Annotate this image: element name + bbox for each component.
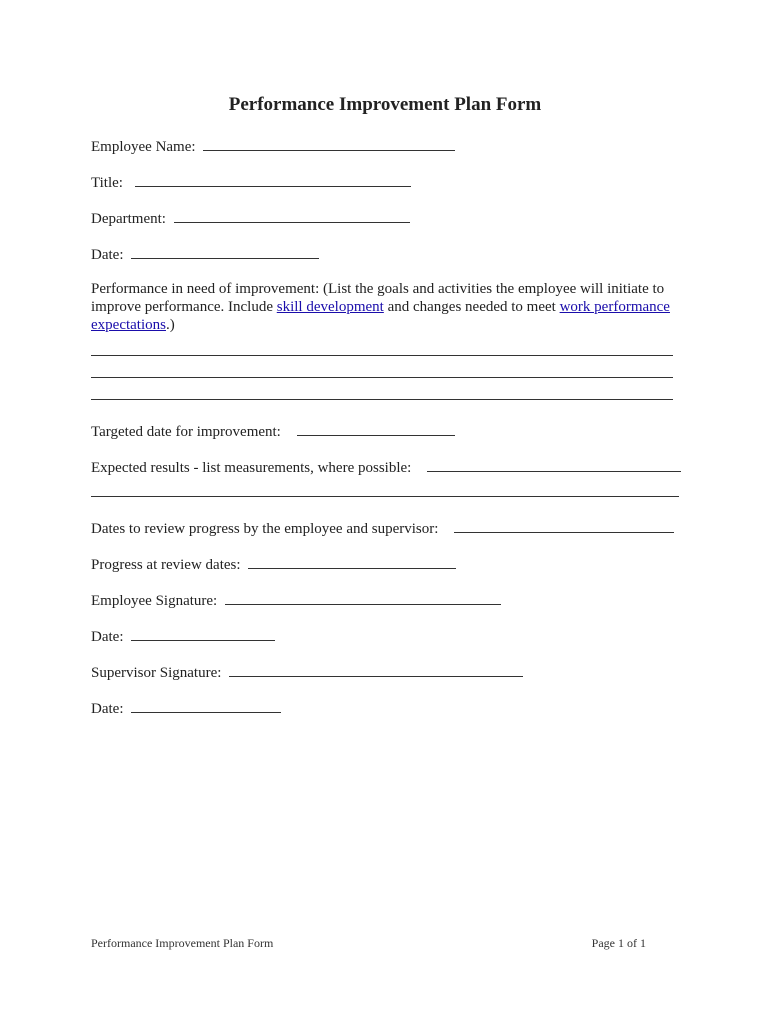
targeted-date-row	[91, 421, 455, 441]
performance-text-2: and changes needed to meet	[383, 299, 560, 315]
work-performance-expectations-link[interactable]: work performance expectations	[91, 299, 670, 333]
improvement-line-1[interactable]	[91, 355, 673, 356]
footer-page-number: Page 1 of 1	[591, 936, 646, 950]
expected-results-field[interactable]	[427, 457, 681, 472]
improvement-line-3[interactable]	[91, 399, 673, 400]
employee-name-label: Employee Name:	[91, 139, 196, 155]
department-row	[91, 208, 410, 228]
review-dates-field[interactable]	[454, 518, 674, 533]
date-row	[91, 244, 319, 264]
performance-paragraph	[91, 280, 691, 334]
employee-signature-row	[91, 590, 501, 610]
progress-field[interactable]	[248, 554, 456, 569]
performance-text-3: .)	[165, 317, 175, 333]
supervisor-signature-row	[91, 662, 523, 682]
employee-name-row	[91, 136, 455, 156]
department-label: Department:	[91, 211, 166, 227]
supervisor-signature-field[interactable]	[229, 662, 523, 677]
progress-label: Progress at review dates:	[91, 557, 241, 573]
date-row-3	[91, 698, 281, 718]
performance-text-1: Performance in need of improvement: (List the goals and activities the employee will initiate to improve performance. Include	[91, 281, 665, 315]
progress-row	[91, 554, 456, 574]
date-row-2	[91, 626, 275, 646]
employee-name-field[interactable]	[203, 136, 455, 151]
review-dates-label: Dates to review progress by the employee and supervisor:	[91, 521, 439, 537]
employee-signature-field[interactable]	[225, 590, 501, 605]
review-dates-row	[91, 518, 674, 538]
title-field[interactable]	[135, 172, 411, 187]
expected-results-label: Expected results - list measurements, where possible:	[91, 460, 412, 476]
date-field-3[interactable]	[131, 698, 281, 713]
department-field[interactable]	[174, 208, 410, 223]
title-label: Title:	[91, 175, 123, 191]
targeted-date-label: Targeted date for improvement:	[91, 424, 281, 440]
expected-results-row	[91, 457, 681, 477]
expected-results-line-2[interactable]	[91, 496, 679, 497]
date-label: Date:	[91, 247, 124, 263]
improvement-line-2[interactable]	[91, 377, 673, 378]
employee-signature-label: Employee Signature:	[91, 593, 218, 609]
date-label-3: Date:	[91, 701, 124, 717]
footer-document-title: Performance Improvement Plan Form	[91, 936, 274, 950]
page-title: Performance Improvement Plan Form	[228, 94, 542, 115]
title-row	[91, 172, 411, 192]
targeted-date-field[interactable]	[297, 421, 455, 436]
date-field-2[interactable]	[131, 626, 275, 641]
date-field[interactable]	[131, 244, 319, 259]
supervisor-signature-label: Supervisor Signature:	[91, 665, 222, 681]
date-label-2: Date:	[91, 629, 124, 645]
skill-development-link[interactable]: skill development	[276, 299, 384, 315]
